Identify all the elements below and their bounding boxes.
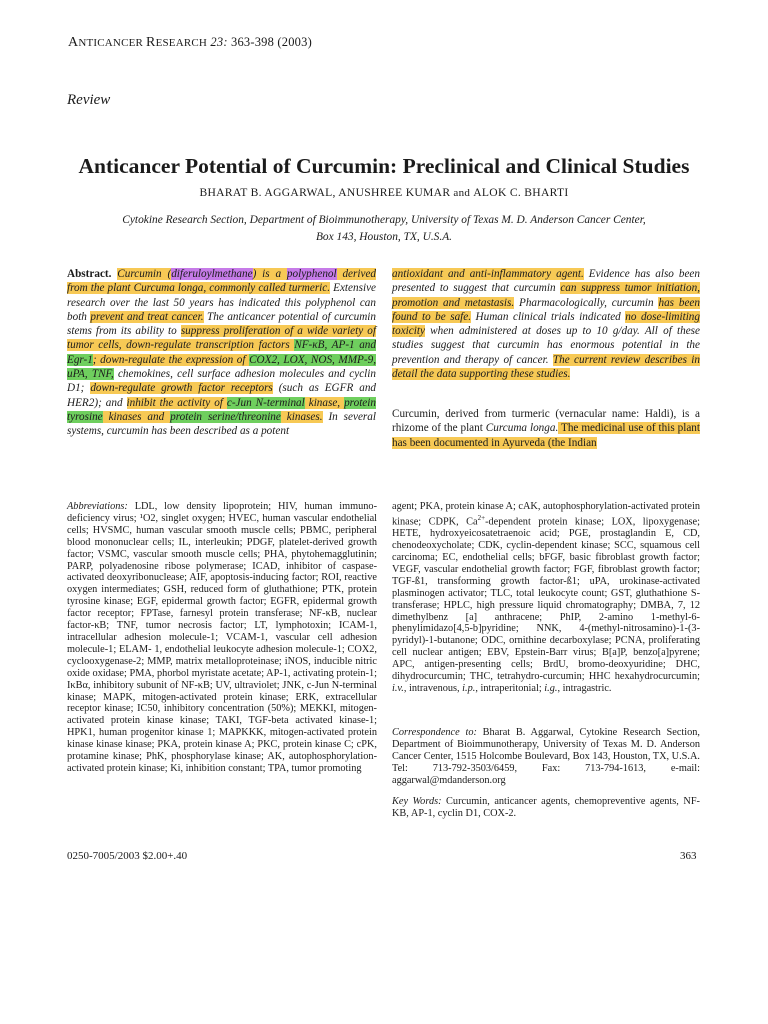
abstract-left-segment: diferuloylmethane (171, 268, 253, 280)
abstract-left-segment: down-regulate growth factor receptors (90, 382, 273, 395)
abbr-right-pre: agent; PKA, protein kinase A; cAK, autophosphorylation-activated protein kinase; CDPK, Ca (392, 501, 700, 528)
abbr-ip-text: , intraperitonial; (475, 683, 545, 695)
journal-initial-r: R (146, 35, 156, 50)
abstract-right-segment: when administered at doses up to 10 g/day. All of these studies suggest that curcumin has enormous potential in the prevention and therapy of cancer. (392, 325, 700, 366)
correspondence-text: Bharat B. Aggarwal, Cytokine Research Section, Department of Bioimmunotherapy, University of Texas M. D. Anderson Cancer Center, 1515 Holcombe Boulevard, Box 143, Houston, TX, U.S.A. Tel: 713-792-3503/6459, Fax: 713-794-1613, e-mail: aggarwal@mdanderson.org (392, 727, 700, 786)
abbreviations-left (67, 501, 377, 775)
authors-part1: BHARAT B. AGGARWAL, ANUSHREE KUMAR (199, 186, 451, 199)
abstract-right-segment: Pharmacologically, curcumin (514, 296, 659, 309)
paper-title: Anticancer Potential of Curcumin: Preclinical and Clinical Studies (78, 154, 690, 178)
intro-highlight: The medicinal use of this plant has been documented in Ayurveda (the Indian (392, 422, 700, 449)
keywords-label: Key Words: (392, 796, 442, 807)
abbr-right-mid: -dependent protein kinase; LOX, lipoxygenase; HETE, hydroxyeicosatetraenoic acid; PGE, prostaglandin E, CD, chenodeoxycholate; CDK, cyclin-dependent kinase; SCC, squamous cell carcinoma; EC, endothelial cells; bFGF, basic fibroblast growth factor; VEGF, vascular endothelial growth factor; FGF, fibroblast growth factor; TGF-ß1, transforming growth factor-ß1; uPA, urokinase-activated plasminogen activator; TLC, total leukocyte count; GST, gluthathione S-transferase; HPLC, high pressure liquid chromatography; DMBA, 7, 12 dimethylbenz [a] anthracene; PhIP, 2-amino 1-methyl-6-phenylimidazo[4,5-b]pyridine; NNK, 4-(methyl-nitrosamino)-1-(3-pyridyl)-1-butanone; ODC, ornithine decarboxylase; PCNA, proliferating cell nuclear antigen; EBV, Epstein-Barr virus; B[a]P, benzo[a]pyrene; APC, antigen-presenting cells; BrdU, bromo-deoxyuridine; DHC, dihydrocurcumin; THC, tetrahydro-curcumin; HHC hexahydrocurcumin; (392, 516, 700, 683)
abstract-right-segment: can suppress tumor initiation, promotion and metastasis. (392, 282, 700, 309)
abbr-iv: i.v. (392, 683, 404, 695)
affiliation (80, 212, 688, 246)
abstract-right-segment: antioxidant and anti-inflammatory agent. (392, 268, 584, 280)
journal-volume: 23: (210, 35, 228, 49)
abbreviations-right (392, 501, 700, 695)
abstract-left-segment: derived from the plant Curcuma longa, commonly called turmeric. (67, 268, 377, 295)
abstract-left-segment: prevent and treat cancer. (90, 310, 204, 323)
authors-and: and (450, 187, 474, 199)
abstract-left-segment: COX2, LOX, NOS, MMP-9, uPA, TNF, (67, 353, 376, 381)
intro-italic: Curcuma longa. (485, 422, 559, 435)
abbr-ip: i.p. (462, 683, 476, 695)
journal-pages: 363-398 (2003) (227, 35, 312, 49)
abbreviations-label: Abbreviations: (67, 501, 128, 512)
abstract-right (392, 267, 700, 381)
abstract-left-segment: protein tyrosine (67, 396, 376, 423)
correspondence (392, 727, 700, 787)
intro-paragraph (392, 407, 700, 450)
abbr-iv-text: , intravenous, (403, 683, 463, 695)
abstract-left-segment: Curcumin ( (117, 268, 172, 280)
abstract-label: Abstract. (67, 268, 112, 280)
abstract-left-segment: protein serine/threonine (170, 410, 281, 423)
abstract-right-segment: has been found to be safe. (392, 296, 700, 323)
abstract-left-segment: (such as EGFR and HER2); and (67, 382, 377, 409)
abstract-left-segment: Extensive research over the last 50 years has indicated this polyphenol can both (67, 282, 376, 323)
authors-part2: ALOK C. BHARTI (473, 186, 569, 199)
abbr-ig-text: , intragastric. (557, 683, 612, 695)
affiliation-line2: Box 143, Houston, TX, U.S.A. (315, 231, 453, 243)
abstract-right-segment: Human clinical trials indicated (471, 310, 626, 323)
abstract-left-segment: chemokines, cell surface adhesion molecules and cyclin D1; (67, 368, 376, 395)
page-number: 363 (680, 850, 697, 862)
authors (30, 186, 738, 199)
abstract-left (67, 267, 376, 439)
abstract-left-segment: kinases and (102, 410, 171, 423)
abstract-right-segment: Evidence has also been presented to suggest that curcumin (392, 268, 700, 295)
correspondence-label: Correspondence to: (392, 727, 477, 738)
abstract-left-segment: ) is a (252, 268, 287, 280)
section-label: Review (67, 92, 111, 108)
abstract-right-segment: no dose-limiting toxicity (392, 310, 700, 338)
abstract-left-segment: NF-κB, AP-1 and Egr-1 (67, 339, 376, 366)
keywords (392, 796, 700, 820)
abstract-left-segment: In several systems, curcumin has been described as a potent (67, 410, 376, 438)
abbreviations-left-text: LDL, low density lipoprotein; HIV, human immuno-deficiency virus; ¹O2, singlet oxygen; HVEC, human vascular endothelial cells; HVSMC, human vascular smooth muscle cells; PBMC, peripheral blood mononuclear cells; IL, interleukin; PDGF, platelet-derived growth factor; VSMC, vascular smooth muscle cells; PHA, phytohemagglutinin; PARP, polyadenosine ribose polymerase; ICAD, inhibitor of caspase-activated deoxyribonuclease; AIF, apoptosis-inducing factor; ROI, reactive oxygen intermediates; GSH, reduced form of gluthathione; PTK, protein tyrosine kinase; EGF, epidermal growth factor; EGFR, epidermal growth factor receptor; FPTase, farnesyl protein transferase; NF-κB, nuclear factor-κB; TNF, tumor necrosis factor; LT, lymphotoxin; ICAM-1, intracellular adhesion molecule-1; VCAM-1, vascular cell adhesion molecule-1; ELAM- 1, endothelial leukocyte adhesion molecule-1; COX2, cyclooxygenase-2; MMP, matrix metalloproteinase; iNOS, inducible nitric oxide oxidase; PMA, phorbol myristate acetate; AP-1, activating protein-1; IκBα, inhibitory subunit of NF-κB; UV, ultraviolet; JNK, c-Jun N-terminal kinase; MAPK, mitogen-activated protein kinase; ERK, extracellular receptor kinase; IC50, inhibitory concentration (50%); MEKKI, mitogen-activated protein kinase kinase; TAKI, TGF-beta activated kinase-1; HPK1, human progenitor kinase 1; MAPKKK, mitogen-activated protein kinase kinase kinase; PKA, protein kinase A; PKC, protein kinase C; cPK, protamine kinase; PhK, phosphorylase kinase; AK, autophosphorylation-activated protein kinase; Ki, inhibition constant; TPA, tumor promoting (67, 501, 377, 774)
journal-name-part2: ESEARCH (155, 37, 208, 49)
abstract-left-text (67, 268, 376, 437)
abstract-left-segment: suppress proliferation of a wide variety of tumor cells, down-regulate transcription factors (67, 325, 376, 352)
intro-text: Curcumin, derived from turmeric (vernacular name: Haldi), is a rhizome of the plant (392, 408, 700, 435)
abstract-left-segment: c-Jun N-terminal (226, 396, 305, 409)
abbr-right-sup: 2+ (477, 513, 486, 522)
journal-initial-a: A (68, 35, 79, 50)
abstract-left-segment: polyphenol (286, 268, 337, 280)
abstract-left-segment: The anticancer potential of curcumin stems from its ability to (67, 310, 377, 338)
journal-name-part1: NTICANCER (78, 37, 147, 49)
abstract-left-segment: ; down-regulate the expression of (92, 353, 250, 366)
abstract-left-segment: kinase, (304, 396, 345, 409)
affiliation-line1: Cytokine Research Section, Department of Bioimmunotherapy, University of Texas M. D. Anderson Cancer Center, (122, 214, 646, 226)
issn-price: 0250-7005/2003 $2.00+.40 (67, 850, 188, 862)
keywords-text: Curcumin, anticancer agents, chemopreventive agents, NF-KB, AP-1, cyclin D1, COX-2. (392, 796, 700, 819)
abstract-left-segment: kinases. (280, 410, 323, 423)
abbr-ig: i.g. (544, 683, 558, 695)
journal-header (68, 35, 312, 51)
abstract-right-segment: The current review describes in detail the data supporting these studies. (392, 353, 700, 381)
abstract-left-segment: inhibit the activity of (126, 396, 227, 409)
